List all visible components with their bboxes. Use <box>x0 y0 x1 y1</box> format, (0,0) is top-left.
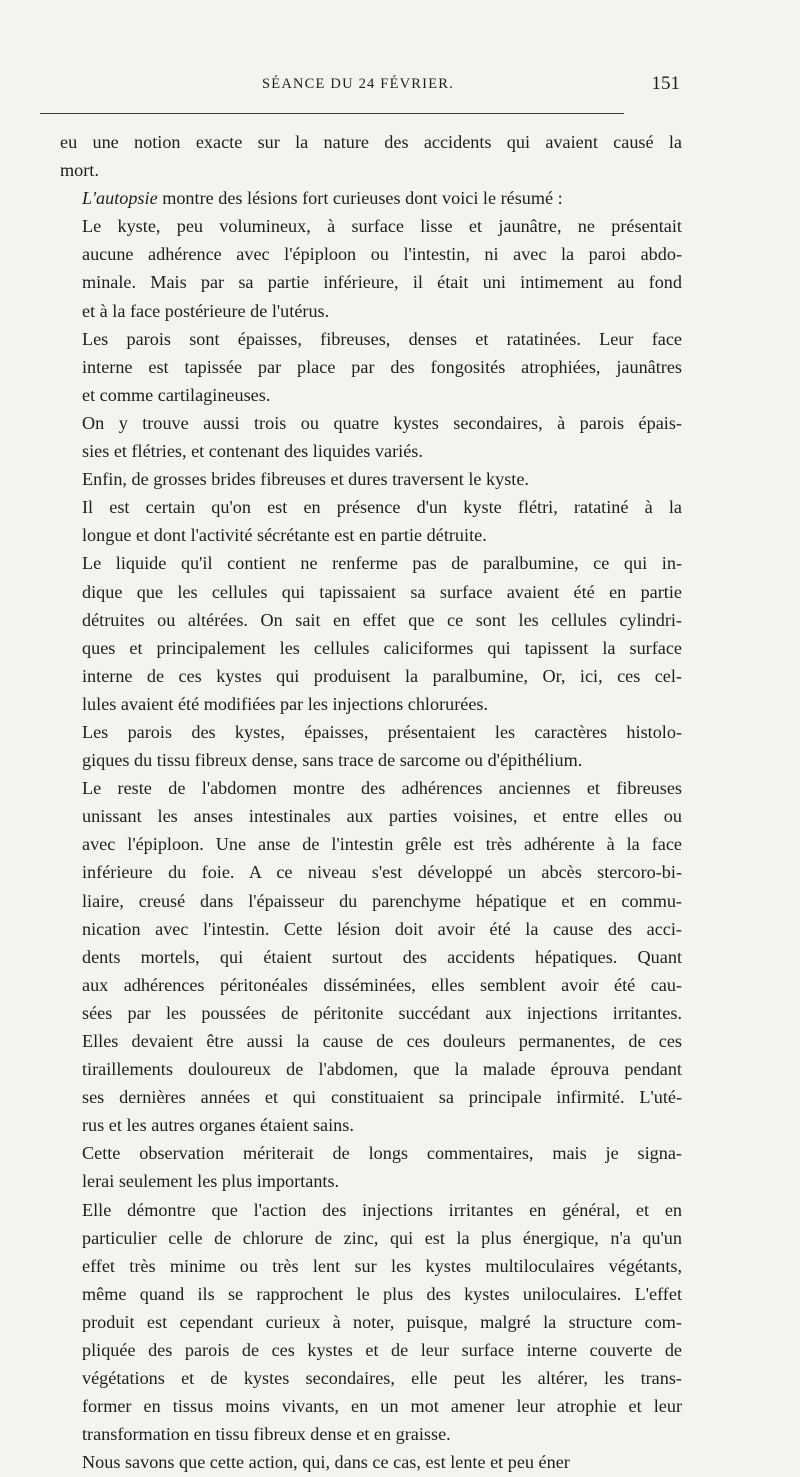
text-line <box>60 212 682 240</box>
paragraph <box>60 718 682 774</box>
line-text: sées par les poussées de péritonite succédant aux injections irritantes. <box>82 1002 682 1023</box>
line-text: liaire, creusé dans l'épaisseur du parenchyme hépatique et en commu- <box>82 890 682 911</box>
paragraph <box>60 325 682 409</box>
line-text: nication avec l'intestin. Cette lésion doit avoir été la cause des acci- <box>82 918 682 939</box>
text-line <box>60 240 682 268</box>
text-line <box>60 549 682 577</box>
line-text: former en tissus moins vivants, en un mot amener leur atrophie et leur <box>82 1396 682 1417</box>
line-text: effet très minime ou très lent sur les kystes multiloculaires végétants, <box>82 1255 682 1276</box>
line-text: lules avaient été modifiées par les injections chlorurées. <box>82 693 489 714</box>
line-text: aucune adhérence avec l'épiploon ou l'intestin, ni avec la paroi abdo- <box>82 244 682 265</box>
text-line <box>60 1167 682 1195</box>
line-text: ses dernières années et qui constituaient sa principale infirmité. L'uté- <box>82 1087 682 1108</box>
paragraph <box>60 1196 682 1449</box>
line-text: eu une notion exacte sur la nature des accidents qui avaient causé la <box>60 132 682 152</box>
text-line <box>60 971 682 999</box>
text-line <box>60 437 682 465</box>
line-text: dique que les cellules qui tapissaient sa surface avaient été en partie <box>82 581 682 602</box>
paragraph <box>60 1139 682 1195</box>
line-text: transformation en tissu fibreux dense et en graisse. <box>82 1424 451 1445</box>
line-text: inférieure du foie. A ce niveau s'est développé un abcès stercoro-bi- <box>82 862 682 883</box>
line-text: sies et flétries, et contenant des liquides variés. <box>82 441 423 462</box>
paragraph <box>60 465 682 493</box>
text-line <box>60 521 682 549</box>
text-line <box>60 915 682 943</box>
line-text: unissant les anses intestinales aux parties voisines, et entre elles ou <box>82 806 682 827</box>
paragraph <box>60 128 682 184</box>
line-text: produit est cependant curieux à noter, puisque, malgré la structure com- <box>82 1311 682 1332</box>
text-line <box>60 1252 682 1280</box>
text-line <box>60 128 682 156</box>
text-line <box>60 1280 682 1308</box>
text-line <box>60 830 682 858</box>
line-text: rus et les autres organes étaient sains. <box>82 1115 354 1136</box>
text-line <box>60 887 682 915</box>
text-line <box>60 325 682 353</box>
line-text: pliquée des parois de ces kystes et de leur surface interne couverte de <box>82 1340 682 1361</box>
text-line <box>60 184 682 212</box>
line-text: végétations et de kystes secondaires, elle peut les altérer, les trans- <box>82 1368 682 1389</box>
text-line <box>60 1139 682 1167</box>
text-line <box>60 858 682 886</box>
text-line <box>60 1364 682 1392</box>
paragraph <box>60 184 682 212</box>
line-text: Elles devaient être aussi la cause de ces douleurs permanentes, de ces <box>82 1031 682 1051</box>
running-head: SÉANCE DU 24 FÉVRIER. <box>262 76 454 92</box>
text-line <box>60 943 682 971</box>
paragraph <box>60 549 682 718</box>
text-line <box>60 802 682 830</box>
text-line <box>60 634 682 662</box>
text-line <box>60 1055 682 1083</box>
line-text: interne est tapissée par place par des fongosités atrophiées, jaunâtres <box>82 356 682 377</box>
page-number: 151 <box>651 73 680 94</box>
line-text: Il est certain qu'on est en présence d'un kyste flétri, ratatiné à la <box>82 497 682 518</box>
line-text: Nous savons que cette action, qui, dans ce cas, est lente et peu éner <box>82 1452 570 1473</box>
line-text: On y trouve aussi trois ou quatre kystes secondaires, à parois épais- <box>82 412 682 433</box>
line-text: lerai seulement les plus importants. <box>82 1171 340 1192</box>
text-line <box>60 718 682 746</box>
text-line <box>60 746 682 774</box>
text-line <box>60 493 682 521</box>
paragraph <box>60 212 682 324</box>
line-text: et à la face postérieure de l'utérus. <box>82 300 330 321</box>
text-line <box>60 1083 682 1111</box>
line-text: Les parois des kystes, épaisses, présentaient les caractères histolo- <box>82 721 682 742</box>
text-line <box>60 1196 682 1224</box>
paragraph <box>60 493 682 549</box>
text-line <box>60 1027 682 1055</box>
text-line <box>60 1111 682 1139</box>
text-line <box>60 268 682 296</box>
text-line <box>60 297 682 325</box>
line-text: dents mortels, qui étaient surtout des accidents hépatiques. Quant <box>82 946 682 967</box>
text-line <box>60 409 682 437</box>
paragraph <box>60 409 682 465</box>
line-text: montre des lésions fort curieuses dont voici le résumé : <box>157 188 563 209</box>
text-line <box>60 1336 682 1364</box>
paragraph <box>60 1448 682 1476</box>
line-text: giques du tissu fibreux dense, sans trace de sarcome ou d'épithélium. <box>82 750 583 771</box>
header-rule <box>40 113 624 114</box>
text-line <box>60 1448 682 1476</box>
text-line <box>60 690 682 718</box>
line-text: et comme cartilagineuses. <box>82 384 271 405</box>
text-line <box>60 662 682 690</box>
line-text: Les parois sont épaisses, fibreuses, denses et ratatinées. Leur face <box>82 328 682 349</box>
line-text: tiraillements douloureux de l'abdomen, que la malade éprouva pendant <box>82 1059 682 1080</box>
text-line <box>60 1224 682 1252</box>
text-line <box>60 1392 682 1420</box>
line-text: aux adhérences péritonéales disséminées, elles semblent avoir été cau- <box>82 974 682 995</box>
italic-term: L'autopsie <box>82 188 158 209</box>
text-line <box>60 578 682 606</box>
text-line <box>60 606 682 634</box>
line-text: ques et principalement les cellules caliciformes qui tapissent la surface <box>82 637 682 658</box>
line-text: Le kyste, peu volumineux, à surface lisse et jaunâtre, ne présentait <box>82 216 682 237</box>
line-text: Le reste de l'abdomen montre des adhérences anciennes et fibreuses <box>82 778 682 799</box>
text-line <box>60 774 682 802</box>
text-line <box>60 465 682 493</box>
paragraph <box>60 774 682 1139</box>
line-text: longue et dont l'activité sécrétante est en partie détruite. <box>82 525 487 546</box>
line-text: Elle démontre que l'action des injections irritantes en général, et en <box>82 1199 682 1220</box>
line-text: Le liquide qu'il contient ne renferme pas de paralbumine, ce qui in- <box>82 553 682 574</box>
line-text: détruites ou altérées. On sait en effet que ce sont les cellules cylindri- <box>82 609 682 630</box>
line-text: Enfin, de grosses brides fibreuses et dures traversent le kyste. <box>82 469 529 490</box>
text-line <box>60 1420 682 1448</box>
line-text: avec l'épiploon. Une anse de l'intestin grêle est très adhérente à la face <box>82 834 682 855</box>
page-header <box>60 73 682 100</box>
line-text: minale. Mais par sa partie inférieure, il était uni intimement au fond <box>82 272 682 293</box>
line-text: mort. <box>60 160 99 181</box>
text-line <box>60 999 682 1027</box>
text-line <box>60 381 682 409</box>
line-text: particulier celle de chlorure de zinc, qui est la plus énergique, n'a qu'un <box>82 1227 682 1248</box>
text-line <box>60 1308 682 1336</box>
body-text <box>60 128 682 1477</box>
line-text: même quand ils se rapprochent le plus des kystes uniloculaires. L'effet <box>82 1283 682 1304</box>
line-text: Cette observation mériterait de longs commentaires, mais je signa- <box>82 1143 682 1164</box>
text-line <box>60 156 682 184</box>
line-text: interne de ces kystes qui produisent la paralbumine, Or, ici, ces cel- <box>82 665 682 686</box>
text-line <box>60 353 682 381</box>
